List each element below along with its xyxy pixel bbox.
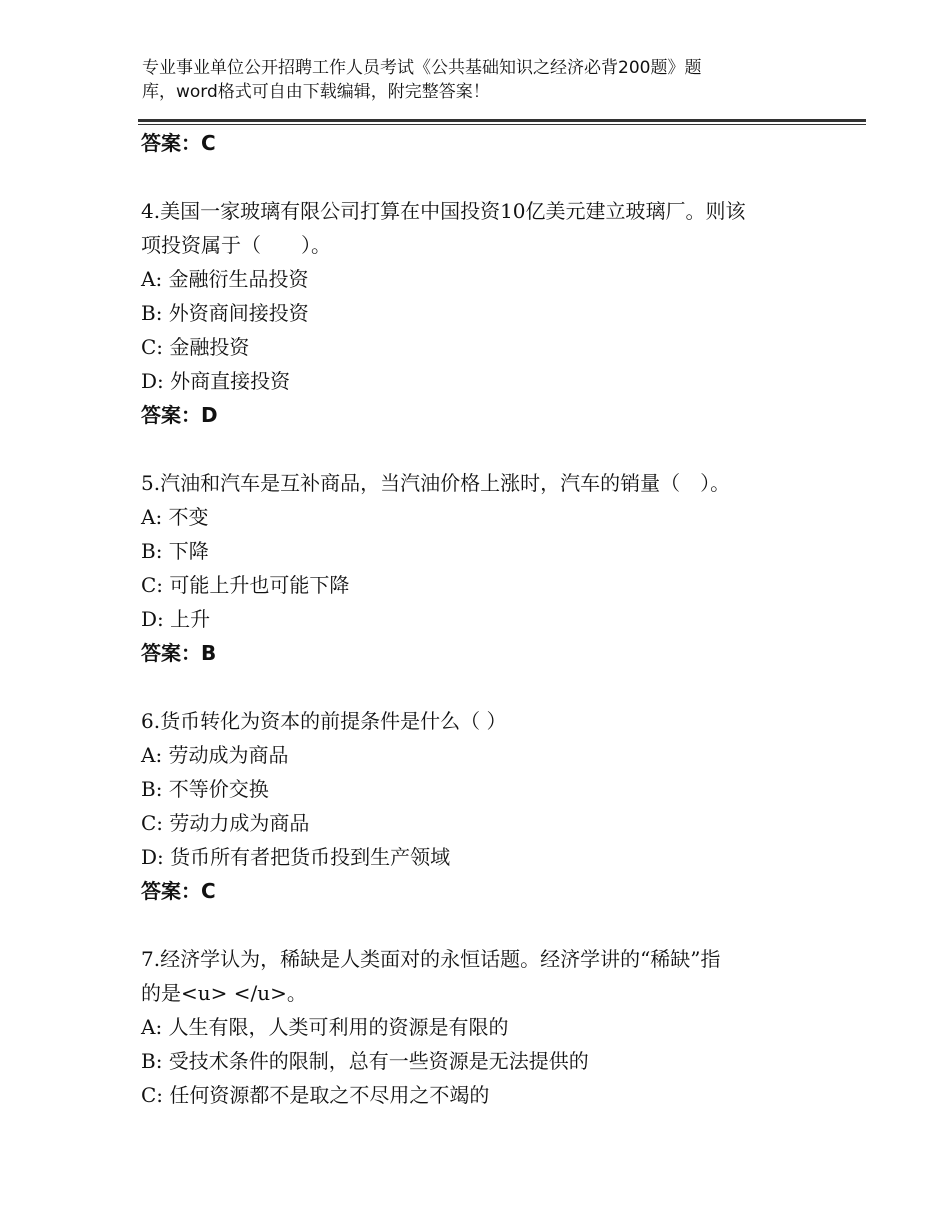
option-a: A: 劳动成为商品 xyxy=(141,743,289,767)
header-divider-thin xyxy=(138,124,866,125)
option-b: B: 不等价交换 xyxy=(141,777,269,801)
question-stem: 项投资属于（ ）。 xyxy=(141,233,331,257)
spacer xyxy=(141,908,821,942)
option-b: B: 下降 xyxy=(141,539,209,563)
option-a: A: 金融衍生品投资 xyxy=(141,267,309,291)
option-a: A: 人生有限，人类可利用的资源是有限的 xyxy=(141,1015,509,1039)
option-c: C: 金融投资 xyxy=(141,335,250,359)
question-block xyxy=(141,466,821,670)
header-title-line-2: 库，word格式可自由下载编辑，附完整答案！ xyxy=(142,82,490,102)
question-block xyxy=(141,704,821,908)
spacer xyxy=(141,160,821,194)
question-block xyxy=(141,942,821,1112)
spacer xyxy=(141,432,821,466)
question-block xyxy=(141,194,821,432)
answer-line: 答案：C xyxy=(141,131,216,155)
spacer xyxy=(141,670,821,704)
question-stem: 5.汽油和汽车是互补商品，当汽油价格上涨时，汽车的销量（ ）。 xyxy=(141,471,731,495)
header-title-line-1: 专业事业单位公开招聘工作人员考试《公共基础知识之经济必背200题》题 xyxy=(142,58,702,78)
answer-line: 答案：B xyxy=(141,641,217,665)
question-list xyxy=(141,126,821,1112)
option-d: D: 外商直接投资 xyxy=(141,369,291,393)
header-divider-thick xyxy=(138,119,866,122)
question-stem: 的是<u> </u>。 xyxy=(141,981,307,1005)
document-header xyxy=(142,56,802,104)
question-stem: 4.美国一家玻璃有限公司打算在中国投资10亿美元建立玻璃厂。则该 xyxy=(141,199,746,223)
option-a: A: 不变 xyxy=(141,505,209,529)
answer-line: 答案：D xyxy=(141,403,218,427)
option-c: C: 劳动力成为商品 xyxy=(141,811,310,835)
question-stem: 7.经济学认为，稀缺是人类面对的永恒话题。经济学讲的“稀缺”指 xyxy=(141,947,721,971)
option-c: C: 可能上升也可能下降 xyxy=(141,573,350,597)
answer-line: 答案：C xyxy=(141,879,216,903)
option-c: C: 任何资源都不是取之不尽用之不竭的 xyxy=(141,1083,490,1107)
question-stem: 6.货币转化为资本的前提条件是什么（ ） xyxy=(141,709,507,733)
option-b: B: 受技术条件的限制，总有一些资源是无法提供的 xyxy=(141,1049,589,1073)
option-b: B: 外资商间接投资 xyxy=(141,301,309,325)
option-d: D: 上升 xyxy=(141,607,211,631)
option-d: D: 货币所有者把货币投到生产领域 xyxy=(141,845,451,869)
